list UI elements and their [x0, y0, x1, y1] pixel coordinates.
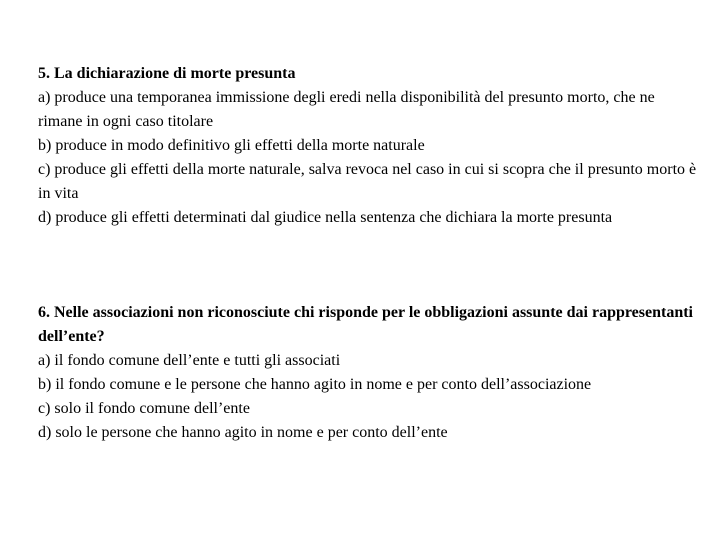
answer-option-b: b) produce in modo definitivo gli effetti della morte naturale: [38, 137, 425, 154]
answer-option-a: a) il fondo comune dell’ente e tutti gli associati: [38, 352, 341, 369]
answer-option-b: b) il fondo comune e le persone che hanno agito in nome e per conto dell’associazione: [38, 376, 592, 393]
question-title: 6. Nelle associazioni non riconosciute chi risponde per le obbligazioni assunte dai rappresentanti dell’ente?: [38, 304, 693, 345]
question-6: [38, 301, 698, 445]
question-5: [38, 62, 698, 230]
answer-option-d: d) solo le persone che hanno agito in nome e per conto dell’ente: [38, 424, 448, 441]
answer-option-c: c) produce gli effetti della morte naturale, salva revoca nel caso in cui si scopra che il presunto morto è in vita: [38, 161, 697, 202]
answer-option-d: d) produce gli effetti determinati dal giudice nella sentenza che dichiara la morte presunta: [38, 209, 613, 226]
answer-option-a: a) produce una temporanea immissione degli eredi nella disponibilità del presunto morto, che ne rimane in ogni caso titolare: [38, 89, 655, 130]
question-title: 5. La dichiarazione di morte presunta: [38, 65, 296, 82]
answer-option-c: c) solo il fondo comune dell’ente: [38, 400, 250, 417]
